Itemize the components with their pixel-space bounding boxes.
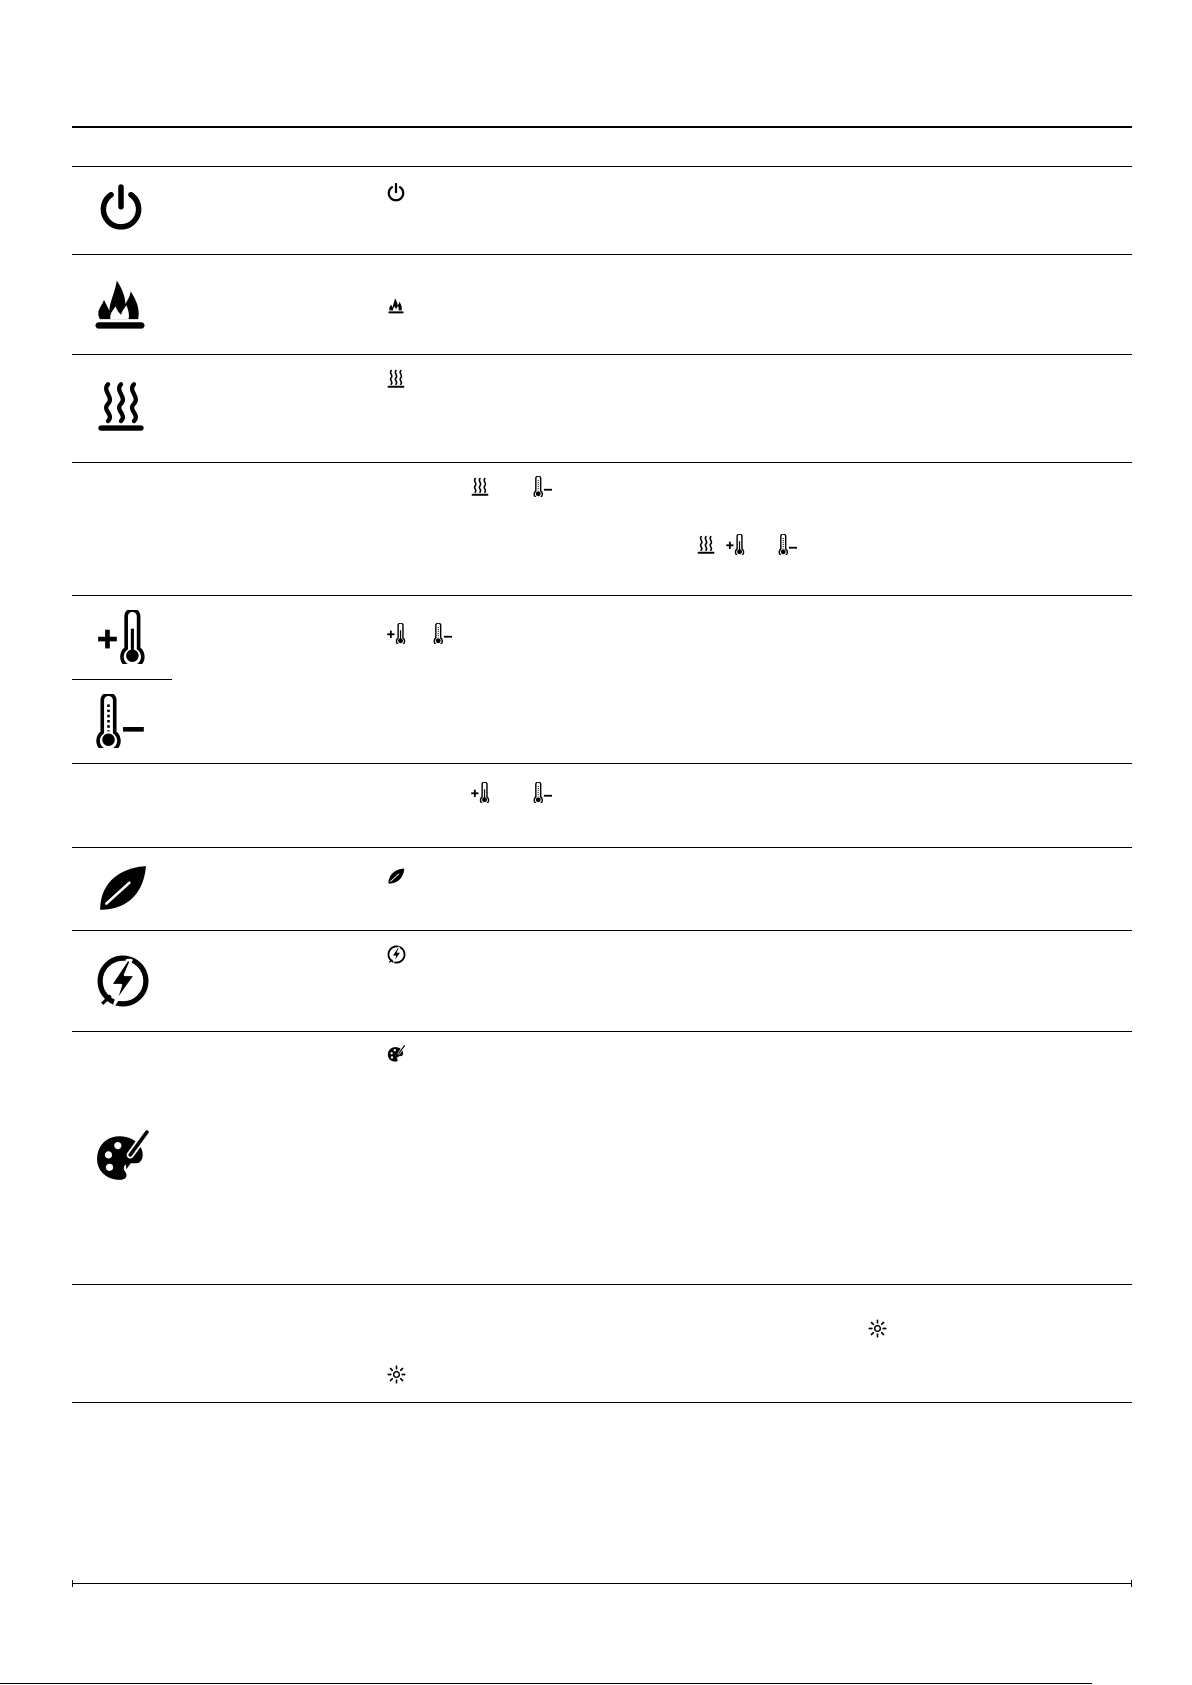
row-divider [72, 1402, 1132, 1403]
row-divider [72, 847, 1132, 848]
row-divider [72, 595, 1132, 596]
heat-icon [697, 535, 715, 555]
footer-rule [72, 1583, 1132, 1584]
row-divider [72, 254, 1132, 255]
flame-icon [387, 295, 405, 315]
palette-icon [387, 1045, 406, 1063]
thermometer-plus-icon [470, 782, 491, 803]
light-icon [868, 1319, 887, 1338]
power-icon [99, 184, 143, 234]
light-icon [387, 1365, 406, 1384]
thermometer-plus-icon [386, 623, 407, 644]
thermometer-minus-icon [433, 623, 454, 644]
lightning-icon [96, 954, 150, 1008]
footer-rule-tick-right [1131, 1580, 1132, 1587]
thermometer-minus-icon [533, 476, 554, 497]
lightning-icon [387, 945, 406, 964]
row-divider [72, 763, 1132, 764]
top-rule [72, 126, 1132, 128]
row-divider [72, 930, 1132, 931]
row-divider [72, 354, 1132, 355]
thermometer-plus-icon [96, 610, 148, 664]
palette-icon [95, 1130, 151, 1184]
footer-rule-tick-left [72, 1580, 73, 1587]
thermometer-minus-icon [96, 694, 148, 748]
heat-icon [387, 369, 405, 389]
cell-divider [72, 679, 172, 680]
heat-icon [471, 477, 489, 497]
thermometer-minus-icon [778, 534, 799, 555]
thermometer-minus-icon [533, 782, 554, 803]
bottom-rule [0, 1683, 1092, 1684]
flame-icon [93, 270, 147, 334]
header-rule [72, 166, 1132, 167]
leaf-icon [96, 862, 148, 914]
thermometer-plus-icon [725, 534, 746, 555]
heat-icon [97, 380, 145, 434]
row-divider [72, 1284, 1132, 1285]
power-icon [387, 183, 405, 203]
leaf-icon [387, 867, 405, 885]
row-divider [72, 462, 1132, 463]
row-divider [72, 1031, 1132, 1032]
